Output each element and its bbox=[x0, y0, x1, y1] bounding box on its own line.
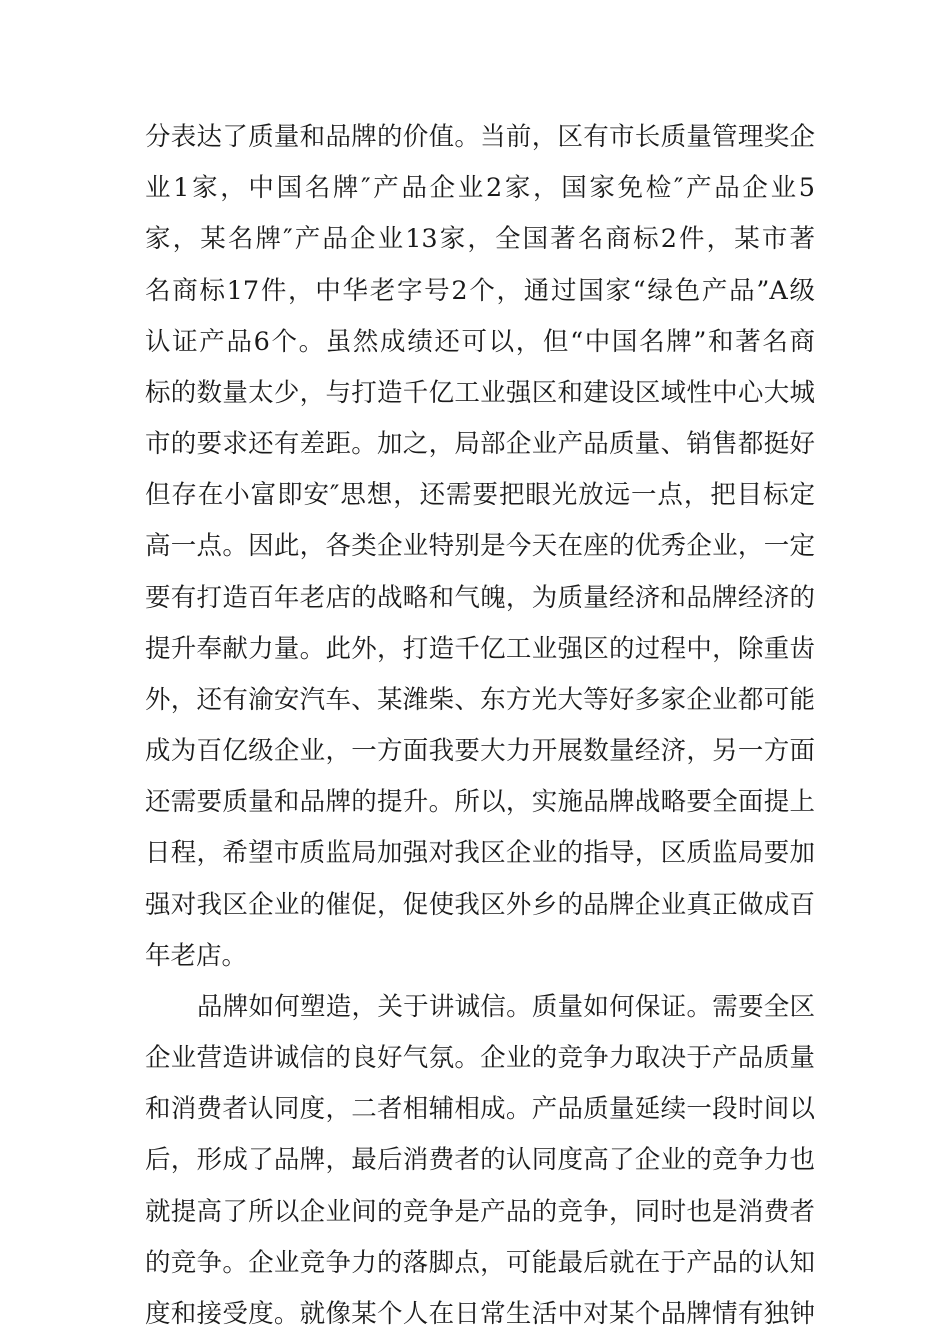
text-line: 还需要质量和品牌的提升。所以，实施品牌战略要全面提上 bbox=[145, 787, 815, 817]
text-line: 分表达了质量和品牌的价值。当前，区有市长质量管理奖企 bbox=[145, 122, 815, 152]
text-line: 外，还有渝安汽车、某潍柴、东方光大等好多家企业都可能 bbox=[145, 685, 815, 715]
text-line: 日程，希望市质监局加强对我区企业的指导，区质监局要加 bbox=[145, 838, 815, 868]
text-line: 后，形成了品牌，最后消费者的认同度高了企业的竞争力也 bbox=[145, 1145, 815, 1175]
text-line: 但存在小富即安″思想，还需要把眼光放远一点，把目标定 bbox=[145, 480, 815, 510]
text-line: 高一点。因此，各类企业特别是今天在座的优秀企业，一定 bbox=[145, 531, 815, 561]
text-line: 家，某名牌″产品企业13家，全国著名商标2件，某市著 bbox=[145, 224, 815, 254]
text-line: 业1家，中国名牌″产品企业2家，国家免检″产品企业5 bbox=[145, 173, 815, 203]
text-line: 市的要求还有差距。加之，局部企业产品质量、销售都挺好 bbox=[145, 429, 815, 459]
text-line: 强对我区企业的催促，促使我区外乡的品牌企业真正做成百 bbox=[145, 890, 815, 920]
text-line: 就提高了所以企业间的竞争是产品的竞争，同时也是消费者 bbox=[145, 1197, 815, 1227]
text-line: 要有打造百年老店的战略和气魄，为质量经济和品牌经济的 bbox=[145, 583, 815, 613]
text-line: 标的数量太少，与打造千亿工业强区和建设区域性中心大城 bbox=[145, 378, 815, 408]
text-line: 提升奉献力量。此外，打造千亿工业强区的过程中，除重齿 bbox=[145, 634, 815, 664]
text-line: 的竞争。企业竞争力的落脚点，可能最后就在于产品的认知 bbox=[145, 1248, 815, 1278]
text-line: 企业营造讲诚信的良好气氛。企业的竞争力取决于产品质量 bbox=[145, 1043, 815, 1073]
text-line: 度和接受度。就像某个人在日常生活中对某个品牌情有独钟 bbox=[145, 1299, 815, 1329]
paragraph-start-line: 品牌如何塑造，关于讲诚信。质量如何保证。需要全区 bbox=[197, 992, 815, 1022]
text-line: 年老店。 bbox=[145, 941, 248, 971]
text-line: 成为百亿级企业，一方面我要大力开展数量经济，另一方面 bbox=[145, 736, 815, 766]
text-line: 和消费者认同度，二者相辅相成。产品质量延续一段时间以 bbox=[145, 1094, 815, 1124]
text-line: 名商标17件，中华老字号2个，通过国家“绿色产品”A级 bbox=[145, 276, 815, 306]
text-line: 认证产品6个。虽然成绩还可以，但“中国名牌”和著名商 bbox=[145, 327, 815, 357]
